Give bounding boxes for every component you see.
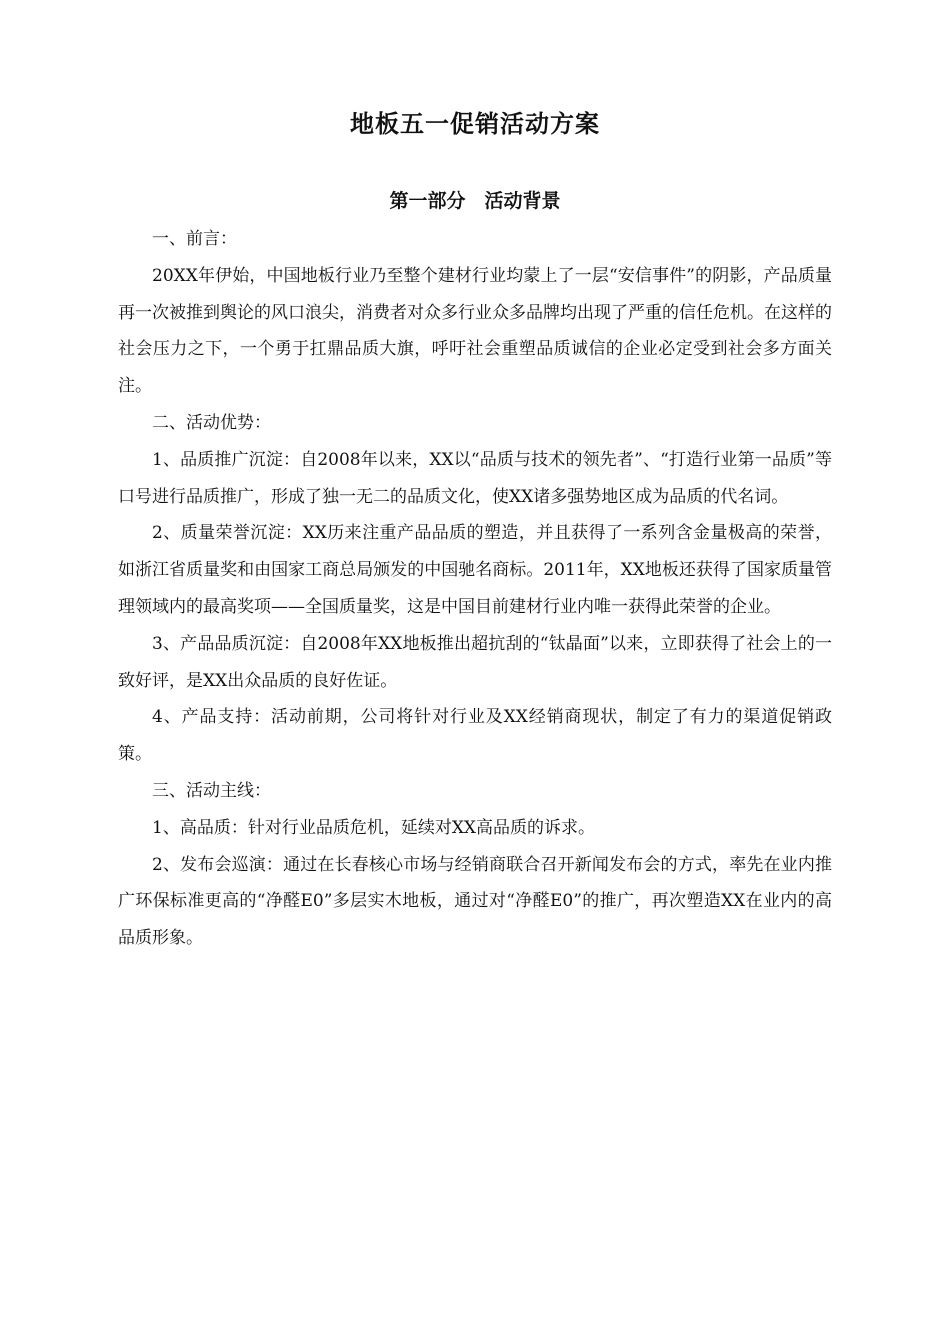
paragraph-main-line-2: 2、发布会巡演：通过在长春核心市场与经销商联合召开新闻发布会的方式，率先在业内推广环保标准更高的“净醛E0”多层实木地板，通过对“净醛E0”的推广，再次塑造XX在业内的高品质形象。 (118, 854, 832, 949)
paragraph-preface: 20XX年伊始，中国地板行业乃至整个建材行业均蒙上了一层“安信事件”的阴影，产品质量再一次被推到舆论的风口浪尖，消费者对众多行业众多品牌均出现了严重的信任危机。在这样的社会压力之下，一个勇于扛鼎品质大旗，呼吁社会重塑品质诚信的企业必定受到社会多方面关注。 (118, 265, 832, 397)
heading-preface: 一、前言： (152, 229, 237, 249)
paragraph-main-line-1: 1、高品质：针对行业品质危机，延续对XX高品质的诉求。 (152, 817, 596, 838)
paragraph-advantage-3: 3、产品品质沉淀：自2008年XX地板推出超抗刮的“钛晶面”以来，立即获得了社会上的一致好评，是XX出众品质的良好佐证。 (118, 633, 832, 691)
paragraph-advantage-2: 2、质量荣誉沉淀：XX历来注重产品品质的塑造，并且获得了一系列含金量极高的荣誉，如浙江省质量奖和由国家工商总局颁发的中国驰名商标。2011年，XX地板还获得了国家质量管理领域内的最高奖项——全国质量奖，这是中国目前建材行业内唯一获得此荣誉的企业。 (118, 523, 832, 617)
document-body (118, 221, 832, 957)
heading-main-line: 三、活动主线： (152, 780, 271, 801)
paragraph-advantage-4: 4、产品支持：活动前期，公司将针对行业及XX经销商现状，制定了有力的渠道促销政策。 (118, 707, 832, 765)
heading-advantages: 二、活动优势： (152, 412, 271, 433)
section-title: 第一部分 活动背景 (389, 190, 561, 212)
paragraph-advantage-1: 1、品质推广沉淀：自2008年以来，XX以“品质与技术的领先者”、“打造行业第一品质”等口号进行品质推广，形成了独一无二的品质文化，使XX诸多强势地区成为品质的代名词。 (118, 449, 832, 507)
document-title: 地板五一促销活动方案 (350, 109, 600, 138)
